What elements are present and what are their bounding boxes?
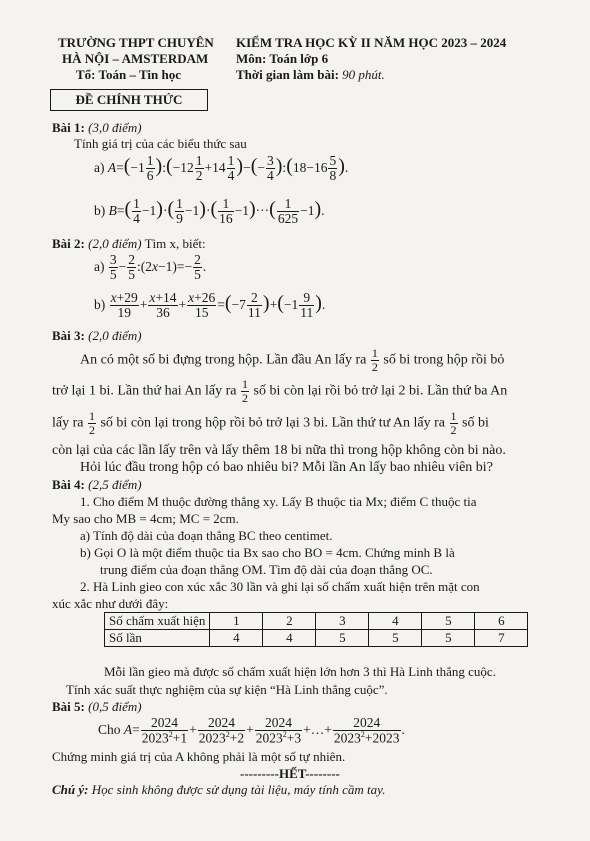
subject: Môn: Toán lớp 6 — [236, 51, 329, 66]
exam-time: Thời gian làm bài: 90 phút. — [236, 67, 385, 82]
q3-line4: còn lại của các lần lấy trên và lấy thêm 18 bi nữa thì trong hộp không còn bi nào. — [52, 443, 506, 458]
table-header-cell: Số lần — [105, 630, 210, 647]
table-cell: 6 — [475, 613, 528, 630]
q4-heading: Bài 4: (2,5 điểm) — [52, 477, 142, 492]
q3-line2: trở lại 1 bi. Lần thứ hai An lấy ra $\frac{1}{2}$ số bi còn lại rồi bỏ trở lại 2 bi. Lần thứ ba An — [52, 377, 508, 405]
q2b-equation: b) $\frac{x+29}{19}$ + $\frac{x+14}{36}$ + $\frac{x+26}{15}$ =(−7 $\frac{2}{11}$ )+(−1 $\frac{9}{11}$ ). — [94, 290, 326, 321]
footer-note: Chú ý: Học sinh không được sử dụng tài liệu, máy tính cầm tay. — [52, 782, 386, 797]
table-row — [105, 613, 528, 630]
q1a-expression: a) A=(−1 $\frac{1}{6}$ ):(−12 $\frac{1}{2}$ +14 $\frac{1}{4}$ )−(− $\frac{3}{4}$ ):(18−16 $\frac{5}{8}$ ). — [94, 153, 349, 184]
table-cell: 5 — [422, 613, 475, 630]
table-header-cell: Số chấm xuất hiện — [105, 613, 210, 630]
q1b-expression: b) B=( $\frac{1}{4}$ −1)·( $\frac{1}{9}$ −1)·( $\frac{1}{16}$ −1)···( $\frac{1}{625}$ −1). — [94, 196, 325, 227]
q5-expression: Cho A= $\frac{2024}{2023^2+1}$ + $\frac{2024}{2023^2+2}$ + $\frac{2024}{2023^2+3}$ +…+ $\frac{2024}{2023^2+2023}$ . — [98, 715, 405, 746]
q5-conclusion: Chứng minh giá trị của A không phải là một số tự nhiên. — [52, 749, 346, 764]
table-cell: 2 — [263, 613, 316, 630]
q4-part1-line2: My sao cho MB = 4cm; MC = 2cm. — [52, 511, 239, 526]
official-badge: ĐỀ CHÍNH THỨC — [50, 89, 208, 111]
table-cell: 3 — [316, 613, 369, 630]
q4-part1-line1: 1. Cho điểm M thuộc đường thẳng xy. Lấy B thuộc tia Mx; điểm C thuộc tia — [80, 494, 477, 509]
table-cell: 4 — [369, 613, 422, 630]
q4-part2-line1: 2. Hà Linh gieo con xúc xắc 30 lần và ghi lại số chấm xuất hiện trên mặt con — [80, 579, 480, 594]
q1-heading: Bài 1: (3,0 điểm) — [52, 120, 142, 135]
table-cell: 4 — [263, 630, 316, 647]
q2a-equation: a) $\frac{3}{5}$ − $\frac{2}{5}$ :(2x−1)=− $\frac{2}{5}$ . — [94, 252, 207, 283]
q2-heading: Bài 2: (2,0 điểm) Tìm x, biết: — [52, 236, 206, 251]
table-cell: 5 — [422, 630, 475, 647]
school-name-line2: HÀ NỘI – AMSTERDAM — [62, 51, 209, 66]
exam-title: KIỂM TRA HỌC KỲ II NĂM HỌC 2023 – 2024 — [236, 35, 507, 50]
q4-part2-line4: Tính xác suất thực nghiệm của sự kiện “Hà Linh thắng cuộc”. — [66, 682, 388, 697]
q4-part1a: a) Tính độ dài của đoạn thẳng BC theo centimet. — [80, 528, 333, 543]
q3-line5: Hỏi lúc đầu trong hộp có bao nhiêu bi? Mỗi lần An lấy bao nhiêu viên bi? — [80, 460, 493, 475]
q3-heading: Bài 3: (2,0 điểm) — [52, 328, 142, 343]
school-name-line1: TRƯỜNG THPT CHUYÊN — [58, 35, 214, 50]
table-cell: 4 — [210, 630, 263, 647]
q3-line3: lấy ra $\frac{1}{2}$ số bi còn lại trong hộp rồi bỏ trở lại 3 bi. Lần thứ tư An lấy ra $\frac{1}{2}$ số bi — [52, 409, 489, 437]
department: Tổ: Toán – Tin học — [76, 67, 182, 82]
q3-line1: An có một số bi đựng trong hộp. Lần đầu An lấy ra $\frac{1}{2}$ số bi trong hộp rồi bỏ — [80, 346, 505, 374]
dice-results-table — [104, 612, 528, 647]
table-cell: 1 — [210, 613, 263, 630]
q4-part1b-line1: b) Gọi O là một điểm thuộc tia Bx sao cho BO = 4cm. Chứng minh B là — [80, 545, 455, 560]
end-mark: ---------HẾT-------- — [240, 766, 340, 781]
q4-part1b-line2: trung điểm của đoạn thẳng OM. Tìm độ dài của đoạn thẳng OC. — [100, 562, 433, 577]
table-cell: 7 — [475, 630, 528, 647]
q1-intro: Tính giá trị của các biểu thức sau — [74, 136, 247, 151]
table-row — [105, 630, 528, 647]
q5-heading: Bài 5: (0,5 điểm) — [52, 699, 142, 714]
q4-part2-line2: xúc xắc như dưới đây: — [52, 596, 169, 611]
q4-part2-line3: Mỗi lần gieo mà được số chấm xuất hiện lớn hơn 3 thì Hà Linh thắng cuộc. — [104, 664, 496, 679]
table-cell: 5 — [369, 630, 422, 647]
table-cell: 5 — [316, 630, 369, 647]
